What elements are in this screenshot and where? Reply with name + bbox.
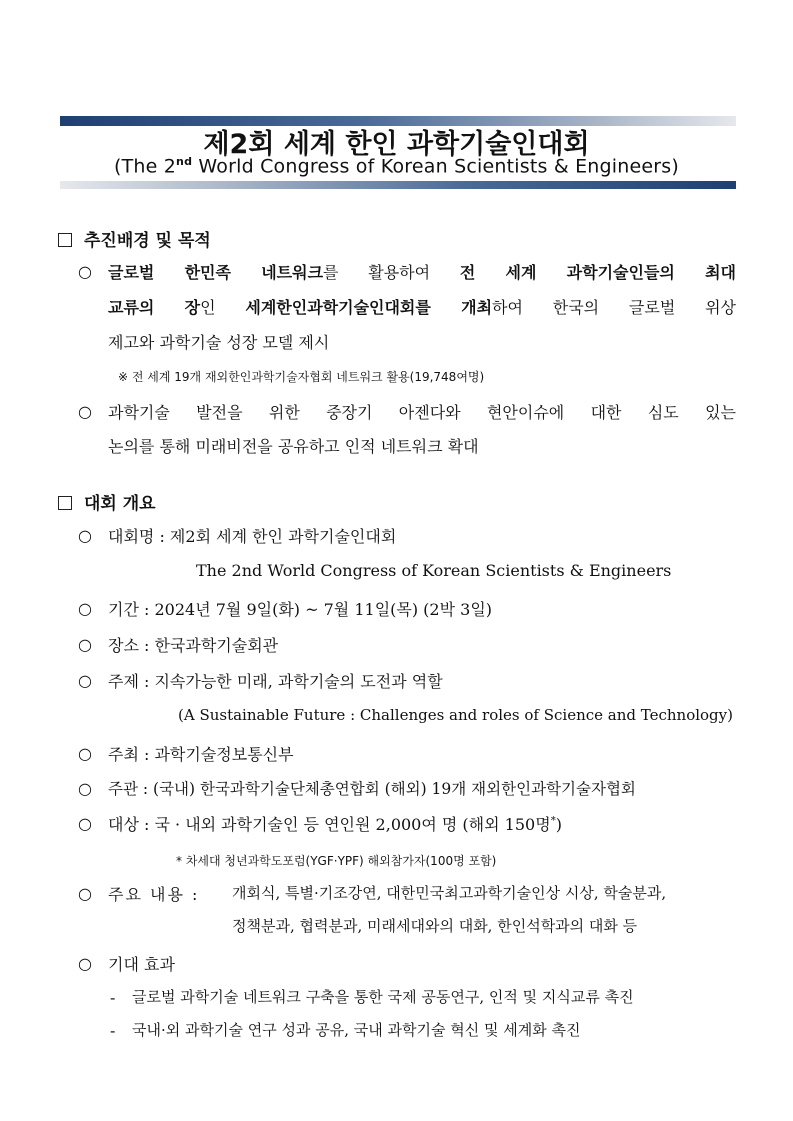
circle-bullet-icon: ○ xyxy=(78,526,92,545)
congress-name: 대회명 : 제2회 세계 한인 과학기술인대회 xyxy=(108,527,397,546)
content-line-2: 정책분과, 협력분과, 미래세대와의 대화, 한인석학과의 대화 등 xyxy=(232,917,638,935)
purpose-line-4: 과학기술 발전을 위한 중장기 아젠다와 현안이슈에 대한 심도 있는 xyxy=(108,403,736,422)
organizer: 주관 : (국내) 한국과학기술단체총연합회 (해외) 19개 재외한인과학기술자협회 xyxy=(108,780,636,798)
checkbox-square-icon xyxy=(58,496,72,510)
page-title: 제2회 세계 한인 과학기술인대회 xyxy=(203,129,590,160)
circle-bullet-icon: ○ xyxy=(78,635,92,654)
theme-en: (A Sustainable Future : Challenges and roles of Science and Technology) xyxy=(178,706,733,724)
checkbox-square-icon xyxy=(58,233,72,247)
circle-bullet-icon: ○ xyxy=(78,954,92,973)
circle-bullet-icon: ○ xyxy=(78,744,92,763)
circle-bullet-icon: ○ xyxy=(78,884,92,903)
circle-bullet-icon: ○ xyxy=(78,779,92,798)
effect-item-2: 국내·외 과학기술 연구 성과 공유, 국내 과학기술 혁신 및 세계화 촉진 xyxy=(132,1021,581,1039)
network-note: ※ 전 세계 19개 재외한인과학기술자협회 네트워크 활용(19,748여명) xyxy=(118,370,485,384)
theme: 주제 : 지속가능한 미래, 과학기술의 도전과 역할 xyxy=(108,672,443,691)
purpose-line-5: 논의를 통해 미래비전을 공유하고 인적 네트워크 확대 xyxy=(108,437,479,456)
host: 주최 : 과학기술정보통신부 xyxy=(108,745,294,764)
congress-name-en: The 2nd World Congress of Korean Scientists & Engineers xyxy=(196,561,672,580)
venue: 장소 : 한국과학기술회관 xyxy=(108,636,279,655)
page-subtitle: (The 2nd World Congress of Korean Scientists & Engineers) xyxy=(113,155,680,178)
title-bar-bottom xyxy=(60,181,736,189)
circle-bullet-icon: ○ xyxy=(78,402,92,421)
circle-bullet-icon: ○ xyxy=(78,671,92,690)
dash-bullet: - xyxy=(110,988,116,1007)
purpose-line-1: 글로벌 한민족 네트워크를 활용하여 전 세계 과학기술인들의 최대 xyxy=(108,263,737,282)
content-line-1: 개회식, 특별·기조강연, 대한민국최고과학기술인상 시상, 학술분과, xyxy=(232,884,667,902)
circle-bullet-icon: ○ xyxy=(78,814,92,833)
section-heading-overview: 대회 개요 xyxy=(58,489,156,514)
circle-bullet-icon: ○ xyxy=(78,599,92,618)
dash-bullet: - xyxy=(110,1021,116,1040)
effect-item-1: 글로벌 과학기술 네트워크 구축을 통한 국제 공동연구, 인적 및 지식교류 촉진 xyxy=(132,988,634,1006)
target: 대상 : 국 · 내외 과학기술인 등 연인원 2,000여 명 (해외 150명*) xyxy=(108,815,562,834)
circle-bullet-icon: ○ xyxy=(78,262,92,281)
effect-label: 기대 효과 xyxy=(108,955,175,974)
target-note: * 차세대 청년과학도포럼(YGF·YPF) 해외참가자(100명 포함) xyxy=(176,854,497,868)
period: 기간 : 2024년 7월 9일(화) ~ 7월 11일(목) (2박 3일) xyxy=(108,600,493,619)
purpose-line-2: 교류의 장인 세계한인과학기술인대회를 개최하여 한국의 글로벌 위상 xyxy=(108,298,736,317)
purpose-line-3: 제고와 과학기술 성장 모델 제시 xyxy=(108,333,330,352)
content-label: 주요 내용 : xyxy=(108,885,200,904)
section-heading-background: 추진배경 및 목적 xyxy=(58,226,211,251)
